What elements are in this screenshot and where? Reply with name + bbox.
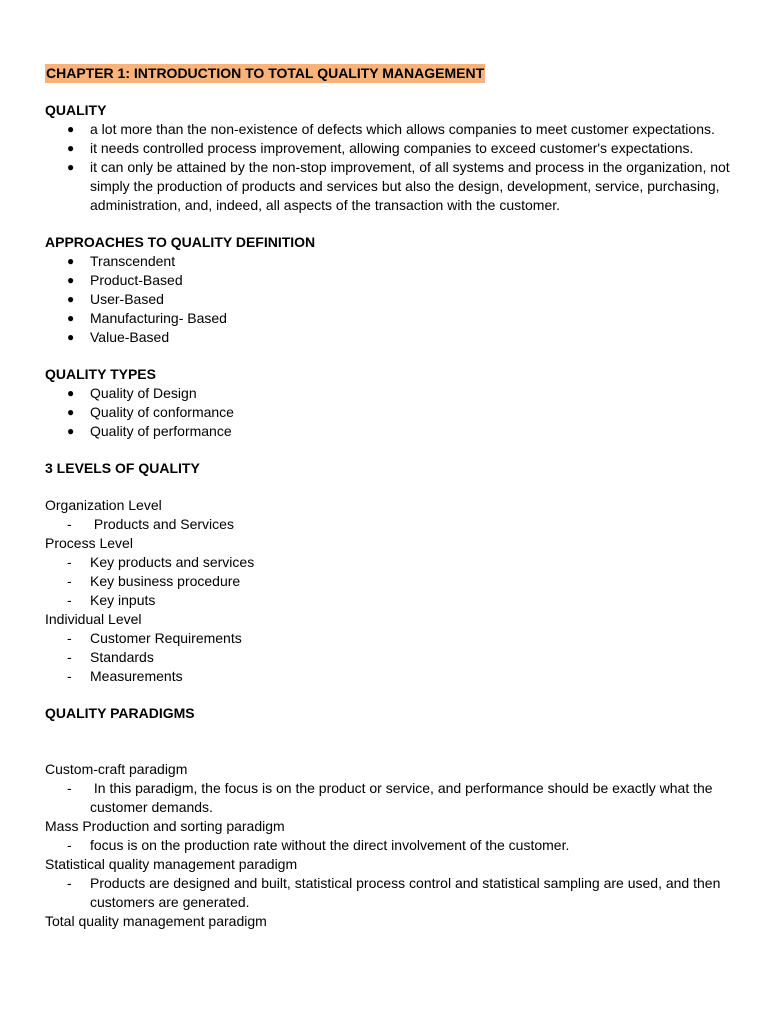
list-item: - Key inputs <box>67 592 156 608</box>
dash-marker: - <box>67 837 72 853</box>
bullet-marker: ● <box>67 330 75 344</box>
chapter-title: CHAPTER 1: INTRODUCTION TO TOTAL QUALITY MANAGEMENT <box>46 65 485 81</box>
dash-marker: - <box>67 875 72 891</box>
bullet-marker: ● <box>67 292 75 306</box>
bullet-marker: ● <box>67 141 75 155</box>
section-heading-levels: 3 LEVELS OF QUALITY <box>45 460 200 476</box>
paradigm-list <box>45 874 735 912</box>
bullet-marker: ● <box>67 424 75 438</box>
approaches-list <box>45 252 735 347</box>
list-item: ● User-Based <box>67 291 164 307</box>
list-item: - In this paradigm, the focus is on the product or service, and performance should be exactly what the customer demands. <box>67 780 717 815</box>
level-list <box>45 629 735 686</box>
list-item: ● Quality of performance <box>67 423 232 439</box>
list-item: - Customer Requirements <box>67 630 242 646</box>
paradigm-title: Statistical quality management paradigm <box>45 856 298 872</box>
dash-marker: - <box>67 630 72 646</box>
dash-marker: - <box>67 516 72 532</box>
list-item: - Key products and services <box>67 554 255 570</box>
list-item: ● Quality of Design <box>67 385 197 401</box>
dash-marker: - <box>67 668 72 684</box>
level-title: Individual Level <box>45 611 142 627</box>
level-title: Process Level <box>45 535 133 551</box>
list-item: ● Manufacturing- Based <box>67 310 227 326</box>
list-item: ● Quality of conformance <box>67 404 234 420</box>
paradigm-title: Mass Production and sorting paradigm <box>45 818 285 834</box>
paradigm-list <box>45 836 735 855</box>
level-list <box>45 515 735 534</box>
list-item: ● a lot more than the non-existence of defects which allows companies to meet customer expectations. <box>67 121 715 137</box>
section-heading-quality: QUALITY <box>45 102 107 118</box>
section-heading-paradigms: QUALITY PARADIGMS <box>45 705 195 721</box>
list-item: ● Transcendent <box>67 253 176 269</box>
list-item: - focus is on the production rate without the direct involvement of the customer. <box>67 837 570 853</box>
list-item: ● Value-Based <box>67 329 170 345</box>
paradigm-title: Total quality management paradigm <box>45 913 267 929</box>
section-heading-quality-types: QUALITY TYPES <box>45 366 156 382</box>
bullet-marker: ● <box>67 160 75 174</box>
paradigm-title: Custom-craft paradigm <box>45 761 188 777</box>
section-heading-approaches: APPROACHES TO QUALITY DEFINITION <box>45 234 316 250</box>
list-item: ● Product-Based <box>67 272 183 288</box>
quality-list <box>45 120 735 215</box>
dash-marker: - <box>67 554 72 570</box>
list-item: - Products are designed and built, statistical process control and statistical sampling are used, and then customers are generated. <box>67 875 721 910</box>
document-page <box>45 64 735 931</box>
level-title: Organization Level <box>45 497 162 513</box>
list-item: - Measurements <box>67 668 183 684</box>
dash-marker: - <box>67 649 72 665</box>
bullet-marker: ● <box>67 122 75 136</box>
dash-marker: - <box>67 592 72 608</box>
list-item: - Key business procedure <box>67 573 241 589</box>
level-list <box>45 553 735 610</box>
list-item: - Standards <box>67 649 154 665</box>
bullet-marker: ● <box>67 386 75 400</box>
paradigm-list <box>45 779 735 817</box>
bullet-marker: ● <box>67 405 75 419</box>
bullet-marker: ● <box>67 254 75 268</box>
dash-marker: - <box>67 780 72 796</box>
quality-types-list <box>45 384 735 441</box>
bullet-marker: ● <box>67 311 75 325</box>
list-item: ● it can only be attained by the non-stop improvement, of all systems and process in the organization, not simply the production of products and services but also the design, development, service, purchasing, administration, and, indeed, all aspects of the transaction with the customer. <box>67 159 730 213</box>
list-item: ● it needs controlled process improvement, allowing companies to exceed customer's expectations. <box>67 140 694 156</box>
bullet-marker: ● <box>67 273 75 287</box>
list-item: - Products and Services <box>67 516 234 532</box>
dash-marker: - <box>67 573 72 589</box>
